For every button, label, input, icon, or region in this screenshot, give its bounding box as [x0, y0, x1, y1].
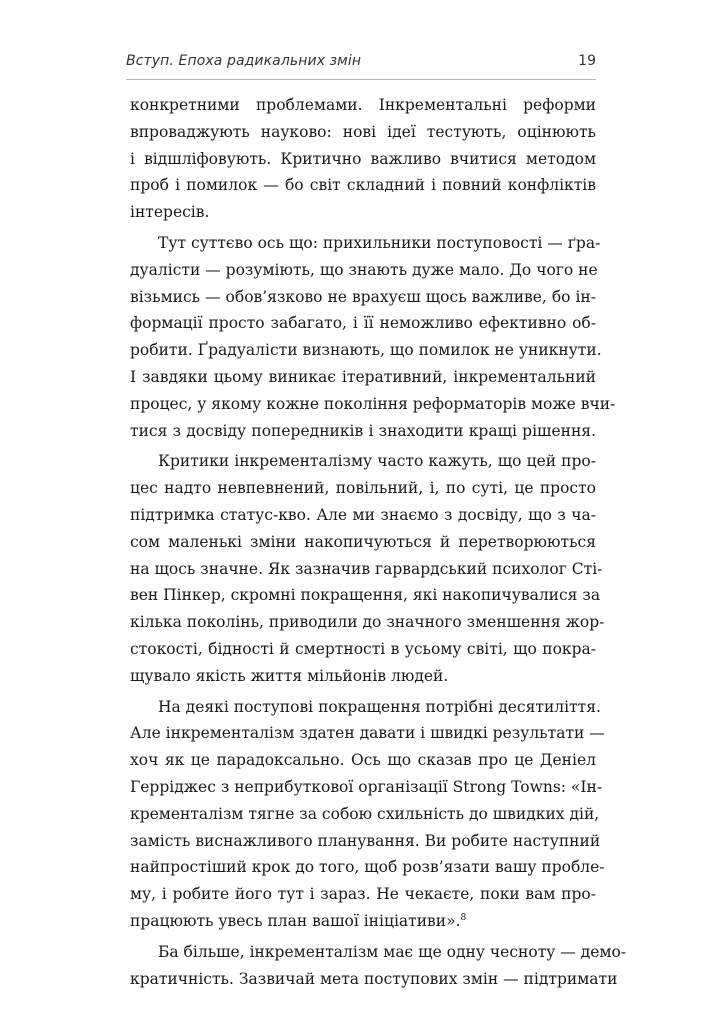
text-line: щувало якість життя мільйонів людей.	[130, 666, 449, 685]
text-line: кременталізм тягне за собою схильність до швидких дій,	[130, 804, 600, 823]
body-text	[130, 92, 627, 992]
text-line: на щось значне. Як зазначив гарвардський психолог Сті-	[130, 559, 603, 578]
text-line: Герріджес з неприбуткової організації Strong Towns: «Ін-	[130, 777, 603, 796]
text-line: робити. Ґрадуалісти визнають, що помилок не уникнути.	[130, 341, 602, 360]
text-line: формації просто забагато, і її неможливо ефективно об-	[130, 314, 596, 333]
text-line-content: працюють увесь план вашої ініціативи».	[130, 911, 461, 930]
text-line: замість виснажливого планування. Ви робите наступний	[130, 831, 601, 850]
header-rule	[126, 79, 596, 80]
running-head: Вступ. Епоха радикальних змін	[126, 53, 362, 69]
text-line: Тут суттєво ось що: прихильники поступовості — ґра-	[158, 233, 601, 252]
text-line: І завдяки цьому виникає ітеративний, інкрементальний	[130, 367, 596, 386]
text-line: тися з досвіду попередників і знаходити кращі рішення.	[130, 421, 596, 440]
text-line: підтримка статус-кво. Але ми знаємо з досвіду, що з ча-	[130, 505, 596, 524]
text-line: конкретними проблемами. Інкрементальні реформи	[130, 96, 596, 114]
text-line: Критики інкременталізму часто кажуть, що цей про-	[158, 452, 596, 471]
footnote-reference[interactable]: 8	[460, 912, 467, 923]
text-line: хоч як це парадоксально. Ось що сказав про це Деніел	[130, 751, 596, 770]
text-line: стокості, бідності й смертності в усьому світі, що покра-	[130, 639, 596, 658]
text-line: цес надто невпевнений, повільний, і, по суті, це просто	[130, 479, 596, 498]
text-line: кратичність. Зазвичай мета поступових змін — підтримати	[130, 969, 618, 988]
text-line: проб і помилок — бо світ складний і повний конфліктів	[130, 176, 596, 195]
text-line: дуалісти — розуміють, що знають дуже мало. До чого не	[130, 260, 598, 279]
text-line: і відшліфовують. Критично важливо вчитися методом	[130, 149, 596, 168]
text-line: впроваджують науково: нові ідеї тестують, оцінюють	[130, 122, 596, 141]
text-line: інтересів.	[130, 203, 210, 222]
text-line: му, і робите його тут і зараз. Не чекаєте, поки вам про-	[130, 885, 596, 904]
text-line: сом маленькі зміни накопичуються й перетворюються	[130, 532, 596, 551]
text-line-with-footnote	[130, 908, 596, 935]
text-line: На деякі поступові покращення потрібні десятиліття.	[158, 697, 601, 716]
text-line: найпростіший крок до того, щоб розв’язати вашу пробле-	[130, 858, 605, 877]
text-line: процес, у якому кожне покоління реформаторів може вчи-	[130, 394, 616, 413]
page-number: 19	[578, 53, 596, 69]
text-line: кілька поколінь, приводили до значного зменшення жор-	[130, 613, 605, 632]
text-line: вен Пінкер, скромні покращення, які накопичувалися за	[130, 586, 601, 605]
text-line: Але інкременталізм здатен давати і швидкі результати —	[130, 724, 605, 743]
text-line: Ба більше, інкременталізм має ще одну чесноту — демо-	[158, 942, 627, 961]
text-line: візьмись — обов’язково не врахуєш щось важливе, бо ін-	[130, 287, 596, 306]
